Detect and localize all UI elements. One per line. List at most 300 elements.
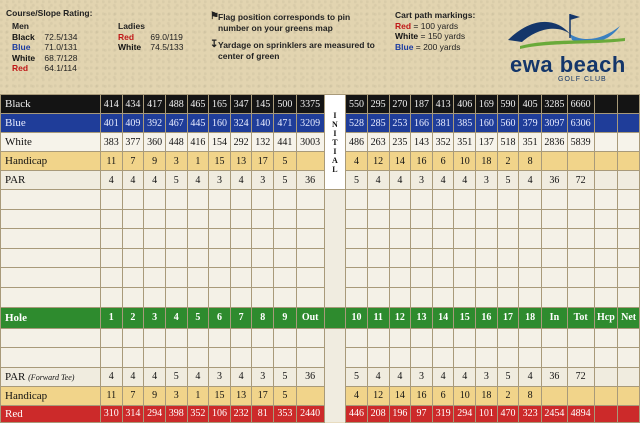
- yardage-cell: 398: [165, 405, 187, 422]
- yardage-cell: 471: [274, 114, 297, 133]
- score-cell[interactable]: [209, 248, 231, 268]
- score-entry-row: [1, 248, 640, 268]
- initial-box[interactable]: I N I T I A L: [324, 95, 346, 190]
- hole-header-cell: 8: [252, 307, 274, 328]
- score-cell[interactable]: [230, 209, 252, 229]
- score-table: [0, 94, 640, 423]
- score-cell[interactable]: [497, 328, 519, 348]
- yardage-cell: 165: [209, 95, 231, 114]
- yardage-cell: 1: [187, 152, 209, 171]
- yardage-cell: 169: [476, 95, 498, 114]
- score-cell[interactable]: [296, 328, 324, 348]
- score-cell[interactable]: [122, 229, 144, 249]
- yardage-cell: 294: [144, 405, 166, 422]
- score-cell[interactable]: [542, 328, 568, 348]
- score-cell[interactable]: [324, 287, 346, 307]
- score-cell[interactable]: [389, 209, 411, 229]
- score-cell[interactable]: [454, 268, 476, 288]
- yardage-cell: [296, 386, 324, 405]
- yardage-cell: 5: [346, 367, 368, 386]
- score-cell[interactable]: [476, 190, 498, 210]
- score-cell[interactable]: [542, 287, 568, 307]
- score-cell[interactable]: [542, 209, 568, 229]
- score-cell[interactable]: [432, 229, 454, 249]
- score-cell[interactable]: [367, 287, 389, 307]
- score-cell[interactable]: [165, 229, 187, 249]
- score-cell[interactable]: [324, 229, 346, 249]
- score-cell[interactable]: [230, 348, 252, 368]
- score-cell[interactable]: [618, 268, 640, 288]
- score-cell[interactable]: [411, 328, 433, 348]
- score-cell[interactable]: [274, 268, 297, 288]
- score-cell[interactable]: [454, 348, 476, 368]
- score-cell[interactable]: [519, 229, 542, 249]
- score-cell[interactable]: [209, 190, 231, 210]
- yardage-cell: 7: [122, 152, 144, 171]
- black-row: [1, 95, 640, 114]
- yardage-cell: 416: [187, 133, 209, 152]
- score-cell[interactable]: [497, 348, 519, 368]
- score-cell[interactable]: [346, 229, 368, 249]
- score-cell[interactable]: [618, 95, 640, 114]
- score-cell[interactable]: [519, 209, 542, 229]
- score-cell[interactable]: [567, 268, 594, 288]
- score-cell[interactable]: [346, 190, 368, 210]
- hole-header-cell: 18: [519, 307, 542, 328]
- score-cell[interactable]: [389, 268, 411, 288]
- yardage-cell: 18: [476, 386, 498, 405]
- score-cell[interactable]: [389, 287, 411, 307]
- yardage-cell: 106: [209, 405, 231, 422]
- score-cell[interactable]: [389, 328, 411, 348]
- yardage-cell: 2: [497, 386, 519, 405]
- score-cell[interactable]: [476, 328, 498, 348]
- score-entry-row: [1, 268, 640, 288]
- yardage-cell: 36: [542, 171, 568, 190]
- score-cell[interactable]: [209, 209, 231, 229]
- score-cell[interactable]: [389, 248, 411, 268]
- score-cell[interactable]: [618, 229, 640, 249]
- score-cell[interactable]: [367, 209, 389, 229]
- score-cell[interactable]: [432, 209, 454, 229]
- score-cell[interactable]: [367, 348, 389, 368]
- score-cell[interactable]: [187, 248, 209, 268]
- yardage-cell: 2: [497, 152, 519, 171]
- score-cell[interactable]: [411, 248, 433, 268]
- score-cell[interactable]: [144, 287, 166, 307]
- score-cell[interactable]: [476, 287, 498, 307]
- score-cell[interactable]: [144, 348, 166, 368]
- score-cell[interactable]: [252, 287, 274, 307]
- score-entry-row: [1, 328, 640, 348]
- score-cell[interactable]: [411, 209, 433, 229]
- score-cell[interactable]: [274, 348, 297, 368]
- score-cell[interactable]: [346, 328, 368, 348]
- score-cell[interactable]: [274, 287, 297, 307]
- score-cell[interactable]: [165, 268, 187, 288]
- yardage-cell: 232: [230, 405, 252, 422]
- men-label: Men: [12, 21, 29, 31]
- score-cell[interactable]: [454, 328, 476, 348]
- score-cell[interactable]: [519, 248, 542, 268]
- yardage-cell: 13: [230, 152, 252, 171]
- score-cell[interactable]: [411, 287, 433, 307]
- score-cell[interactable]: [618, 133, 640, 152]
- score-cell[interactable]: [252, 190, 274, 210]
- yardage-cell: 4: [389, 367, 411, 386]
- score-cell[interactable]: [618, 386, 640, 405]
- yardage-cell: 10: [454, 152, 476, 171]
- player-name-cell[interactable]: [1, 348, 101, 368]
- score-cell[interactable]: [324, 328, 346, 348]
- score-cell[interactable]: [542, 190, 568, 210]
- score-cell[interactable]: [324, 348, 346, 368]
- score-cell[interactable]: [165, 328, 187, 348]
- yardage-cell: 4: [389, 171, 411, 190]
- score-cell[interactable]: [122, 287, 144, 307]
- yardage-cell: [594, 405, 618, 422]
- score-cell[interactable]: [230, 287, 252, 307]
- yardage-cell: 323: [519, 405, 542, 422]
- score-cell[interactable]: [252, 229, 274, 249]
- score-cell[interactable]: [567, 287, 594, 307]
- score-cell[interactable]: [296, 348, 324, 368]
- score-cell[interactable]: [122, 209, 144, 229]
- yardage-cell: 160: [476, 114, 498, 133]
- blue-row: [1, 114, 640, 133]
- score-cell[interactable]: [165, 348, 187, 368]
- score-cell[interactable]: [367, 190, 389, 210]
- score-cell[interactable]: [346, 348, 368, 368]
- score-cell[interactable]: [432, 190, 454, 210]
- score-cell[interactable]: [497, 287, 519, 307]
- score-cell[interactable]: [187, 268, 209, 288]
- score-cell[interactable]: [100, 328, 122, 348]
- score-cell[interactable]: [454, 287, 476, 307]
- score-cell[interactable]: [100, 229, 122, 249]
- score-cell[interactable]: [230, 268, 252, 288]
- score-cell[interactable]: [497, 268, 519, 288]
- score-cell[interactable]: [100, 248, 122, 268]
- score-cell[interactable]: [346, 209, 368, 229]
- score-cell[interactable]: [144, 248, 166, 268]
- yardage-cell: 2836: [542, 133, 568, 152]
- score-cell[interactable]: [618, 405, 640, 422]
- yardage-cell: 5: [274, 386, 297, 405]
- score-cell[interactable]: [252, 209, 274, 229]
- score-cell[interactable]: [296, 248, 324, 268]
- score-cell[interactable]: [567, 328, 594, 348]
- yardage-cell: [567, 386, 594, 405]
- hole-header-cell: Hcp: [594, 307, 618, 328]
- score-cell[interactable]: [567, 229, 594, 249]
- yardage-cell: 310: [100, 405, 122, 422]
- score-cell[interactable]: [187, 328, 209, 348]
- score-cell[interactable]: [230, 190, 252, 210]
- score-cell[interactable]: [594, 209, 618, 229]
- flag-icon: ⚑: [210, 11, 219, 22]
- yardage-cell: 353: [274, 405, 297, 422]
- player-name-cell[interactable]: [1, 209, 101, 229]
- score-cell[interactable]: [432, 268, 454, 288]
- score-cell[interactable]: [209, 268, 231, 288]
- score-cell[interactable]: [144, 229, 166, 249]
- score-cell[interactable]: [411, 268, 433, 288]
- score-cell[interactable]: [497, 248, 519, 268]
- yardage-cell: 5: [346, 171, 368, 190]
- row-label: PAR (Forward Tee): [1, 367, 101, 386]
- score-cell[interactable]: [618, 171, 640, 190]
- rating-title: Course/Slope Rating:: [6, 8, 93, 18]
- yardage-cell: 12: [367, 152, 389, 171]
- score-cell[interactable]: [144, 190, 166, 210]
- score-cell[interactable]: [519, 328, 542, 348]
- score-cell[interactable]: [144, 209, 166, 229]
- score-cell[interactable]: [165, 190, 187, 210]
- yardage-cell: 235: [389, 133, 411, 152]
- score-cell[interactable]: [476, 209, 498, 229]
- score-cell[interactable]: [324, 209, 346, 229]
- score-cell[interactable]: [618, 367, 640, 386]
- score-cell[interactable]: [346, 287, 368, 307]
- yardage-cell: 379: [519, 114, 542, 133]
- score-cell[interactable]: [274, 248, 297, 268]
- score-cell[interactable]: [122, 248, 144, 268]
- score-cell[interactable]: [542, 348, 568, 368]
- score-cell[interactable]: [542, 248, 568, 268]
- score-cell[interactable]: [497, 209, 519, 229]
- yardage-cell: [594, 133, 618, 152]
- score-cell[interactable]: [296, 190, 324, 210]
- cart-path-note: Cart path markings: Red = 100 yards White = 150 yards Blue = 200 yards: [395, 10, 505, 52]
- score-cell[interactable]: [454, 248, 476, 268]
- yardage-cell: 3: [252, 367, 274, 386]
- score-cell[interactable]: [230, 229, 252, 249]
- yardage-cell: 12: [367, 386, 389, 405]
- score-cell[interactable]: [252, 328, 274, 348]
- score-cell[interactable]: [252, 348, 274, 368]
- row-label: Handicap: [1, 152, 101, 171]
- score-cell[interactable]: [230, 248, 252, 268]
- yardage-cell: 3097: [542, 114, 568, 133]
- score-cell[interactable]: [411, 190, 433, 210]
- yardage-cell: 160: [209, 114, 231, 133]
- score-cell[interactable]: [567, 348, 594, 368]
- yardage-cell: [594, 386, 618, 405]
- score-cell[interactable]: [100, 287, 122, 307]
- score-cell[interactable]: [324, 190, 346, 210]
- score-cell[interactable]: [100, 209, 122, 229]
- score-cell[interactable]: [432, 248, 454, 268]
- score-cell[interactable]: [367, 229, 389, 249]
- score-cell[interactable]: [346, 248, 368, 268]
- score-cell[interactable]: [454, 229, 476, 249]
- yardage-cell: 132: [252, 133, 274, 152]
- hole-number-row: [1, 307, 640, 328]
- player-name-cell[interactable]: [1, 229, 101, 249]
- score-cell[interactable]: [618, 287, 640, 307]
- score-cell[interactable]: [122, 348, 144, 368]
- score-cell[interactable]: [209, 348, 231, 368]
- score-cell[interactable]: [187, 348, 209, 368]
- score-cell[interactable]: [187, 209, 209, 229]
- score-cell[interactable]: [367, 268, 389, 288]
- score-cell[interactable]: [432, 287, 454, 307]
- yardage-cell: 292: [230, 133, 252, 152]
- score-cell[interactable]: [594, 229, 618, 249]
- score-entry-row: [1, 348, 640, 368]
- score-cell[interactable]: [594, 287, 618, 307]
- yardage-cell: 16: [411, 386, 433, 405]
- score-cell[interactable]: [209, 229, 231, 249]
- score-cell[interactable]: [274, 229, 297, 249]
- score-cell[interactable]: [367, 328, 389, 348]
- score-cell[interactable]: [542, 268, 568, 288]
- score-cell[interactable]: [187, 229, 209, 249]
- player-name-cell[interactable]: [1, 287, 101, 307]
- score-cell[interactable]: [519, 348, 542, 368]
- player-name-cell[interactable]: [1, 248, 101, 268]
- score-cell[interactable]: [274, 209, 297, 229]
- yardage-cell: 4: [122, 367, 144, 386]
- score-cell[interactable]: [296, 287, 324, 307]
- score-cell[interactable]: [230, 328, 252, 348]
- score-cell[interactable]: [296, 229, 324, 249]
- score-cell[interactable]: [389, 190, 411, 210]
- score-cell[interactable]: [367, 248, 389, 268]
- score-cell[interactable]: [324, 268, 346, 288]
- score-cell[interactable]: [209, 328, 231, 348]
- yardage-cell: [594, 95, 618, 114]
- score-cell[interactable]: [187, 190, 209, 210]
- yardage-cell: 405: [519, 95, 542, 114]
- score-cell[interactable]: [519, 268, 542, 288]
- score-cell[interactable]: [567, 248, 594, 268]
- score-cell[interactable]: [454, 190, 476, 210]
- yardage-cell: 4: [122, 171, 144, 190]
- yardage-cell: 17: [252, 152, 274, 171]
- score-cell[interactable]: [476, 268, 498, 288]
- hole-header-cell: Out: [296, 307, 324, 328]
- score-entry-row: [1, 190, 640, 210]
- score-cell[interactable]: [187, 287, 209, 307]
- score-cell[interactable]: [618, 248, 640, 268]
- yardage-cell: 8: [519, 152, 542, 171]
- yardage-cell: 11: [100, 386, 122, 405]
- yardage-cell: 8: [519, 386, 542, 405]
- player-name-cell[interactable]: [1, 268, 101, 288]
- player-name-cell[interactable]: [1, 190, 101, 210]
- player-name-cell[interactable]: [1, 328, 101, 348]
- score-cell[interactable]: [594, 348, 618, 368]
- score-cell[interactable]: [618, 152, 640, 171]
- score-cell[interactable]: [144, 328, 166, 348]
- yardage-cell: 97: [411, 405, 433, 422]
- score-cell[interactable]: [497, 229, 519, 249]
- yardage-cell: 4: [100, 171, 122, 190]
- score-cell[interactable]: [594, 328, 618, 348]
- score-cell[interactable]: [411, 348, 433, 368]
- score-cell[interactable]: [165, 287, 187, 307]
- yardage-cell: 383: [100, 133, 122, 152]
- yardage-cell: 14: [389, 386, 411, 405]
- score-cell[interactable]: [100, 348, 122, 368]
- score-cell[interactable]: [252, 268, 274, 288]
- score-cell[interactable]: [432, 348, 454, 368]
- score-cell[interactable]: [144, 268, 166, 288]
- score-cell[interactable]: [497, 190, 519, 210]
- gap-cell: [324, 367, 346, 386]
- score-cell[interactable]: [209, 287, 231, 307]
- yardage-cell: [542, 152, 568, 171]
- yardage-cell: 4894: [567, 405, 594, 422]
- score-cell[interactable]: [542, 229, 568, 249]
- ladies-rating-white: White 74.5/133: [118, 42, 184, 52]
- score-cell[interactable]: [122, 268, 144, 288]
- score-cell[interactable]: [296, 209, 324, 229]
- score-cell[interactable]: [594, 268, 618, 288]
- score-cell[interactable]: [594, 190, 618, 210]
- score-cell[interactable]: [274, 328, 297, 348]
- yardage-cell: 351: [519, 133, 542, 152]
- score-cell[interactable]: [252, 248, 274, 268]
- score-cell[interactable]: [122, 328, 144, 348]
- yardage-cell: 17: [252, 386, 274, 405]
- yardage-note: ↧ Yardage on sprinklers are measured to center of green: [210, 39, 375, 61]
- yardage-cell: 4: [230, 367, 252, 386]
- score-cell[interactable]: [165, 209, 187, 229]
- score-cell[interactable]: [389, 229, 411, 249]
- score-cell[interactable]: [519, 190, 542, 210]
- score-cell[interactable]: [567, 209, 594, 229]
- score-cell[interactable]: [618, 190, 640, 210]
- score-cell[interactable]: [567, 190, 594, 210]
- hole-gap-cell: [324, 307, 346, 328]
- score-cell[interactable]: [100, 268, 122, 288]
- score-cell[interactable]: [618, 328, 640, 348]
- score-cell[interactable]: [432, 328, 454, 348]
- yardage-cell: 4: [346, 152, 368, 171]
- score-cell[interactable]: [346, 268, 368, 288]
- row-label: Red: [1, 405, 101, 422]
- score-cell[interactable]: [324, 248, 346, 268]
- score-cell[interactable]: [165, 248, 187, 268]
- score-cell[interactable]: [476, 229, 498, 249]
- score-cell[interactable]: [100, 190, 122, 210]
- score-cell[interactable]: [476, 348, 498, 368]
- score-cell[interactable]: [618, 348, 640, 368]
- score-cell[interactable]: [476, 248, 498, 268]
- score-cell[interactable]: [618, 209, 640, 229]
- wave-flag-icon: [500, 8, 630, 54]
- logo-name: ewa beach: [510, 52, 626, 77]
- ladies-label: Ladies: [118, 21, 145, 31]
- score-cell[interactable]: [411, 229, 433, 249]
- score-entry-row: [1, 287, 640, 307]
- score-cell[interactable]: [519, 287, 542, 307]
- yardage-cell: 3: [209, 367, 231, 386]
- score-cell[interactable]: [122, 190, 144, 210]
- score-cell[interactable]: [296, 268, 324, 288]
- score-cell[interactable]: [594, 248, 618, 268]
- score-cell[interactable]: [454, 209, 476, 229]
- score-cell[interactable]: [389, 348, 411, 368]
- row-label: Handicap: [1, 386, 101, 405]
- score-cell[interactable]: [274, 190, 297, 210]
- score-cell[interactable]: [618, 114, 640, 133]
- hole-header-cell: 1: [100, 307, 122, 328]
- yardage-cell: [296, 152, 324, 171]
